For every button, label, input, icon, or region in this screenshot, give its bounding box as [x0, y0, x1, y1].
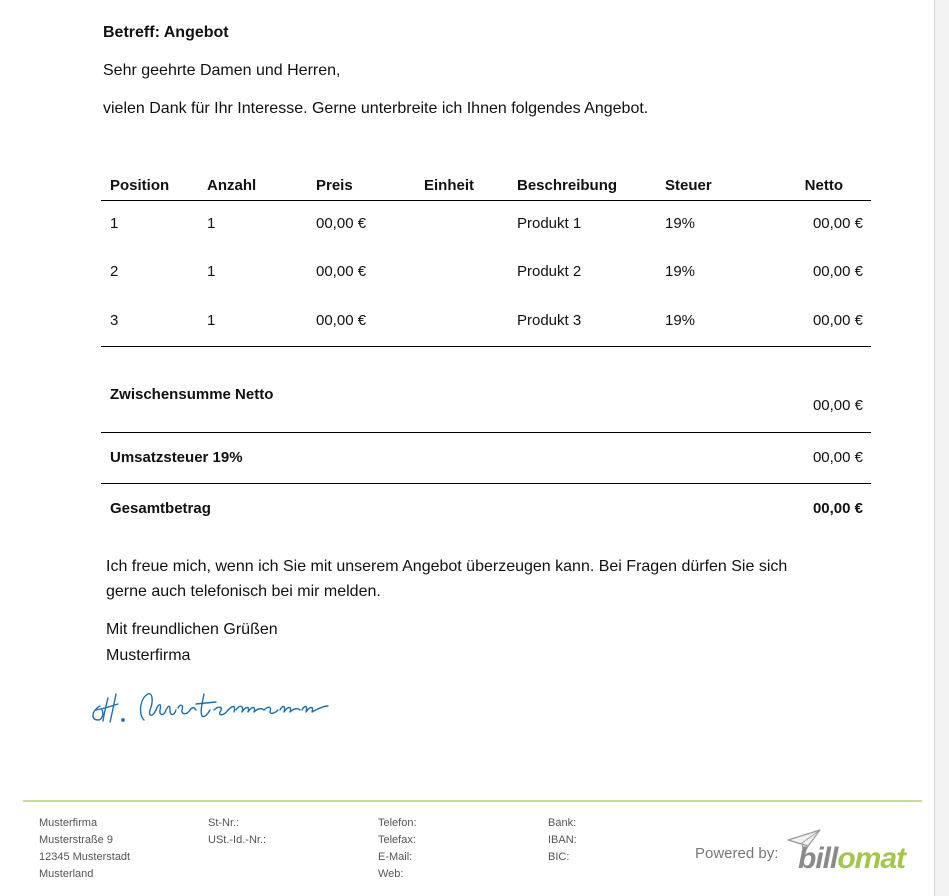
subtotal-label: Zwischensumme Netto	[110, 386, 274, 403]
header-beschreibung: Beschreibung	[517, 177, 618, 194]
cell-position: 2	[110, 263, 119, 280]
header-steuer: Steuer	[665, 177, 712, 194]
cell-position: 1	[110, 215, 119, 232]
footer-company: Musterfirma	[39, 817, 98, 829]
table-row	[101, 312, 871, 342]
footer-street: Musterstraße 9	[39, 834, 113, 846]
cell-preis: 00,00 €	[316, 263, 367, 280]
header-einheit: Einheit	[424, 177, 475, 194]
regards-block	[106, 617, 278, 669]
cell-beschreibung: Produkt 1	[517, 215, 582, 232]
footer-tax	[208, 815, 266, 849]
table-row	[101, 263, 871, 293]
footer-bank	[548, 815, 577, 866]
cell-steuer: 19%	[665, 263, 696, 280]
company-name: Musterfirma	[106, 647, 191, 664]
cell-position: 3	[110, 312, 119, 329]
cell-netto: 00,00 €	[812, 312, 863, 329]
cell-anzahl: 1	[207, 215, 216, 232]
letter-greeting: Sehr geehrte Damen und Herren,	[103, 62, 341, 79]
footer-vat-id: USt.-Id.-Nr.:	[208, 834, 267, 846]
svg-text:billomat: billomat	[798, 842, 906, 875]
footer-city: 12345 Musterstadt	[39, 851, 131, 863]
page-background-margin	[935, 0, 949, 896]
cell-beschreibung: Produkt 2	[517, 263, 582, 280]
footer-bank-name: Bank:	[548, 817, 577, 829]
footer-address	[39, 815, 130, 883]
cell-steuer: 19%	[665, 215, 696, 232]
cell-preis: 00,00 €	[316, 215, 367, 232]
cell-anzahl: 1	[207, 263, 216, 280]
total-value: 00,00 €	[812, 500, 863, 517]
tax-label: Umsatzsteuer 19%	[110, 449, 243, 466]
header-preis: Preis	[316, 177, 353, 194]
table-bottom-rule	[101, 346, 871, 347]
subtotal-rule	[101, 432, 871, 433]
footer-email: E-Mail:	[378, 851, 413, 863]
cell-beschreibung: Produkt 3	[517, 312, 582, 329]
footer-rule	[23, 800, 922, 802]
footer-fax: Telefax:	[378, 834, 416, 846]
letter-intro: vielen Dank für Ihr Interesse. Gerne unterbreite ich Ihnen folgendes Angebot.	[103, 100, 649, 117]
table-row	[101, 215, 871, 245]
footer-tax-number: St-Nr.:	[208, 817, 240, 829]
table-header-rule	[101, 200, 871, 201]
footer-iban: IBAN:	[548, 834, 577, 846]
powered-by-label: Powered by:	[695, 845, 779, 862]
tax-rule	[101, 483, 871, 484]
header-position: Position	[110, 177, 170, 194]
footer-contact	[378, 815, 417, 883]
billomat-logo	[786, 828, 922, 876]
header-netto: Netto	[804, 177, 843, 194]
footer-web: Web:	[378, 868, 404, 880]
letter-subject: Betreff: Angebot	[103, 24, 229, 41]
cell-anzahl: 1	[207, 312, 216, 329]
cell-preis: 00,00 €	[316, 312, 367, 329]
footer-country: Musterland	[39, 868, 94, 880]
cell-netto: 00,00 €	[812, 263, 863, 280]
header-anzahl: Anzahl	[207, 177, 257, 194]
cell-netto: 00,00 €	[812, 215, 863, 232]
footer-bic: BIC:	[548, 851, 570, 863]
tax-value: 00,00 €	[812, 449, 863, 466]
cell-steuer: 19%	[665, 312, 696, 329]
handwritten-signature	[86, 680, 386, 730]
footer-phone: Telefon:	[378, 817, 417, 829]
subtotal-value: 00,00 €	[812, 397, 863, 414]
closing-paragraph: Ich freue mich, wenn ich Sie mit unserem Angebot überzeugen kann. Bei Fragen dürfen Sie sich gerne auch telefonisch bei mir melden.	[106, 558, 788, 600]
regards-line: Mit freundlichen Grüßen	[106, 621, 278, 638]
total-label: Gesamtbetrag	[110, 500, 211, 517]
